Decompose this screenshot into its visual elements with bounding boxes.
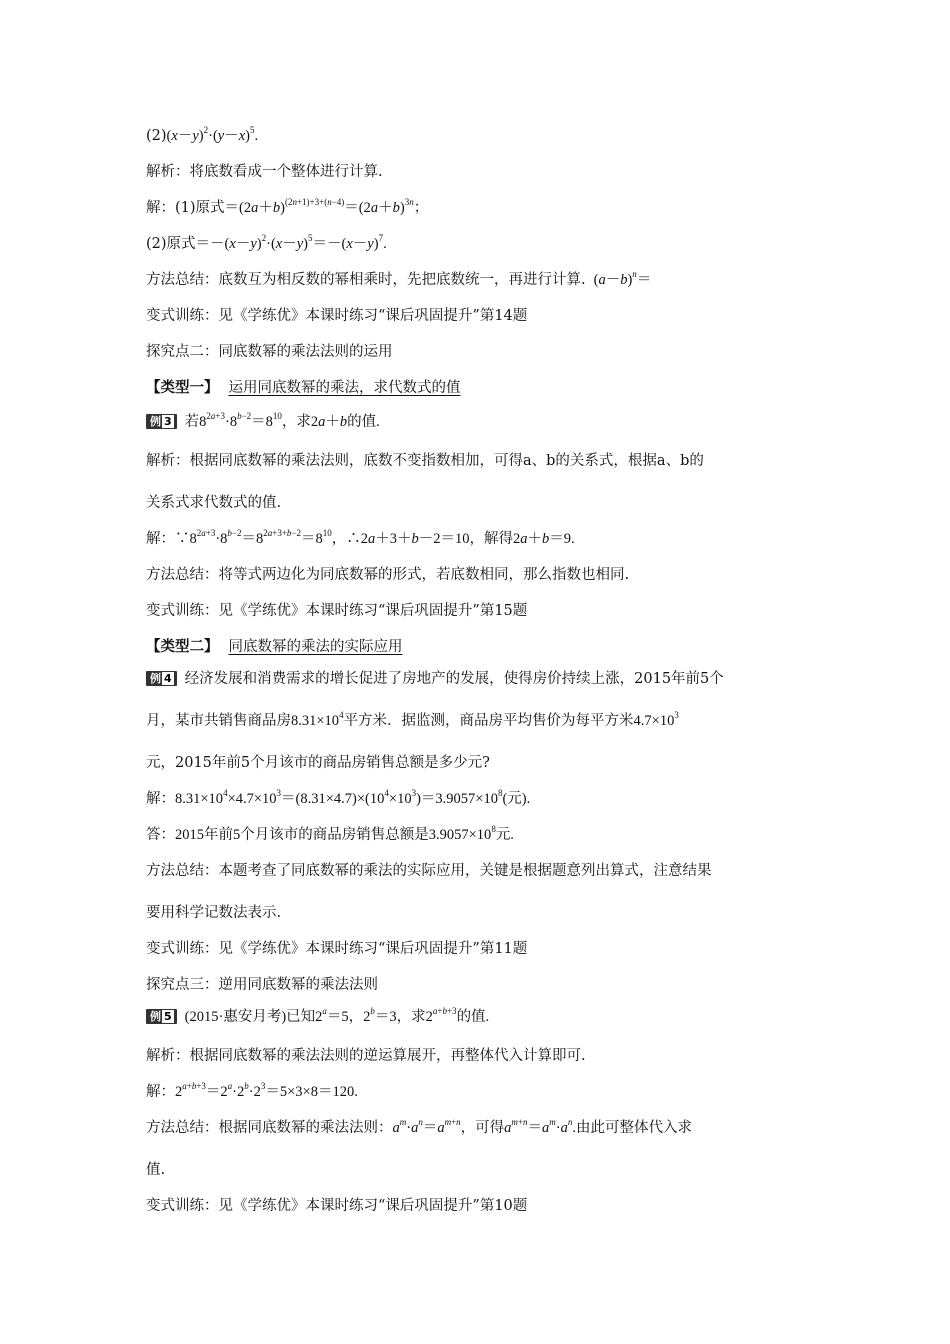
example-4 bbox=[146, 669, 724, 689]
variant-training: 变式训练：见《学练优》本课时练习“课后巩固提升”第15题 bbox=[146, 603, 528, 619]
example-text: 月，某市共销售商品房$8.31\times 10^4$平方米．据监测，商品房平均售价为每平方米$4.7\times 10^3$ bbox=[146, 710, 679, 729]
method-summary: 值. bbox=[146, 1162, 166, 1178]
example-text: (2015·惠安月考)已知$2^a=5$，$2^b=3$，求$2^{a+b+3}$的值. bbox=[184, 1006, 490, 1025]
example-badge: 例 5 bbox=[146, 1009, 177, 1024]
formula: $(2a+b)^{(2n+1)+3+(n-4)}=(2a+b)^{3n}$； bbox=[239, 197, 429, 216]
solution-line: 解：$8.31\times 10^4\times 4.7\times 10^3=(8.31\times 4.7)\times(10^4\times 10^3)=3.9057\times 10^8$(元). bbox=[146, 788, 531, 807]
line-1: $(2)(x-y)^2\cdot(y-x)^5$. bbox=[146, 125, 259, 144]
answer-line: 答：2015年前5个月该市的商品房销售总额是$3.9057\times 10^8$元. bbox=[146, 824, 514, 843]
method-summary: 要用科学记数法表示. bbox=[146, 905, 282, 921]
method-summary: 方法总结：底数互为相反数的幂相乘时，先把底数统一，再进行计算. $(a-b)^n=$ bbox=[146, 269, 652, 288]
formula: $(x-y)^2\cdot(x-y)^5=-(x-y)^7$. bbox=[224, 233, 387, 252]
analysis-line: 关系式求代数式的值. bbox=[146, 495, 282, 511]
example-3 bbox=[146, 412, 380, 432]
example-badge: 例 3 bbox=[146, 414, 177, 429]
formula: $(a-b)^n=$ bbox=[593, 269, 652, 288]
example-text: 元，2015年前5个月该市的商品房销售总额是多少元? bbox=[146, 755, 490, 771]
solution-line: (2)原式$=-(x-y)^2\cdot(x-y)^5=-(x-y)^7$. bbox=[146, 233, 387, 252]
method-summary: 方法总结：将等式两边化为同底数幂的形式，若底数相同，那么指数也相同. bbox=[146, 567, 630, 583]
method-summary: 方法总结：本题考查了同底数幂的乘法的实际应用，关键是根据题意列出算式，注意结果 bbox=[146, 863, 712, 879]
type-title: 运用同底数幂的乘法，求代数式的值 bbox=[228, 380, 461, 396]
example-text: 若$8^{2a+3}\cdot 8^{b-2}=8^{10}$，求2a＋b的值. bbox=[184, 411, 380, 430]
type-heading: 【类型二】 同底数幂的乘法的实际应用 bbox=[146, 638, 403, 655]
analysis-line: 解析：将底数看成一个整体进行计算. bbox=[146, 164, 383, 180]
example-badge: 例 4 bbox=[146, 671, 177, 686]
solution-line: 解：$\because 8^{2a+3}\cdot 8^{b-2}=8^{2a+3+b-2}=8^{10}$，∴2a＋3＋b－2＝10，解得2a＋b＝9. bbox=[146, 528, 575, 547]
example-5 bbox=[146, 1007, 489, 1027]
example-text: 经济发展和消费需求的增长促进了房地产的发展，使得房价持续上涨，2015年前5个 bbox=[184, 671, 724, 687]
type-heading: 【类型一】 运用同底数幂的乘法，求代数式的值 bbox=[146, 379, 461, 396]
variant-training: 变式训练：见《学练优》本课时练习“课后巩固提升”第14题 bbox=[146, 308, 528, 324]
method-summary: 方法总结：根据同底数幂的乘法法则：$a^m\cdot a^n=a^{m+n}$，可得$a^{m+n}=a^m\cdot a^n$.由此可整体代入求 bbox=[146, 1117, 692, 1136]
analysis-line: 解析：根据同底数幂的乘法法则，底数不变指数相加，可得a、b的关系式，根据a、b的 bbox=[146, 453, 704, 469]
variant-training: 变式训练：见《学练优》本课时练习“课后巩固提升”第11题 bbox=[146, 941, 528, 957]
explore-point-heading: 探究点三：逆用同底数幂的乘法法则 bbox=[146, 977, 378, 993]
solution-line: 解：$2^{a+b+3}=2^a\cdot 2^b\cdot 2^3=5\times 3\times 8=120$. bbox=[146, 1081, 358, 1100]
variant-training: 变式训练：见《学练优》本课时练习“课后巩固提升”第10题 bbox=[146, 1198, 528, 1214]
type-title: 同底数幂的乘法的实际应用 bbox=[228, 639, 403, 655]
explore-point-heading: 探究点二：同底数幂的乘法法则的运用 bbox=[146, 344, 393, 360]
analysis-line: 解析：根据同底数幂的乘法法则的逆运算展开，再整体代入计算即可. bbox=[146, 1048, 586, 1064]
formula: $(x-y)^2\cdot(y-x)^5$. bbox=[166, 125, 259, 144]
solution-line: 解：(1)原式$=(2a+b)^{(2n+1)+3+(n-4)}=(2a+b)^{3n}$； bbox=[146, 197, 429, 216]
